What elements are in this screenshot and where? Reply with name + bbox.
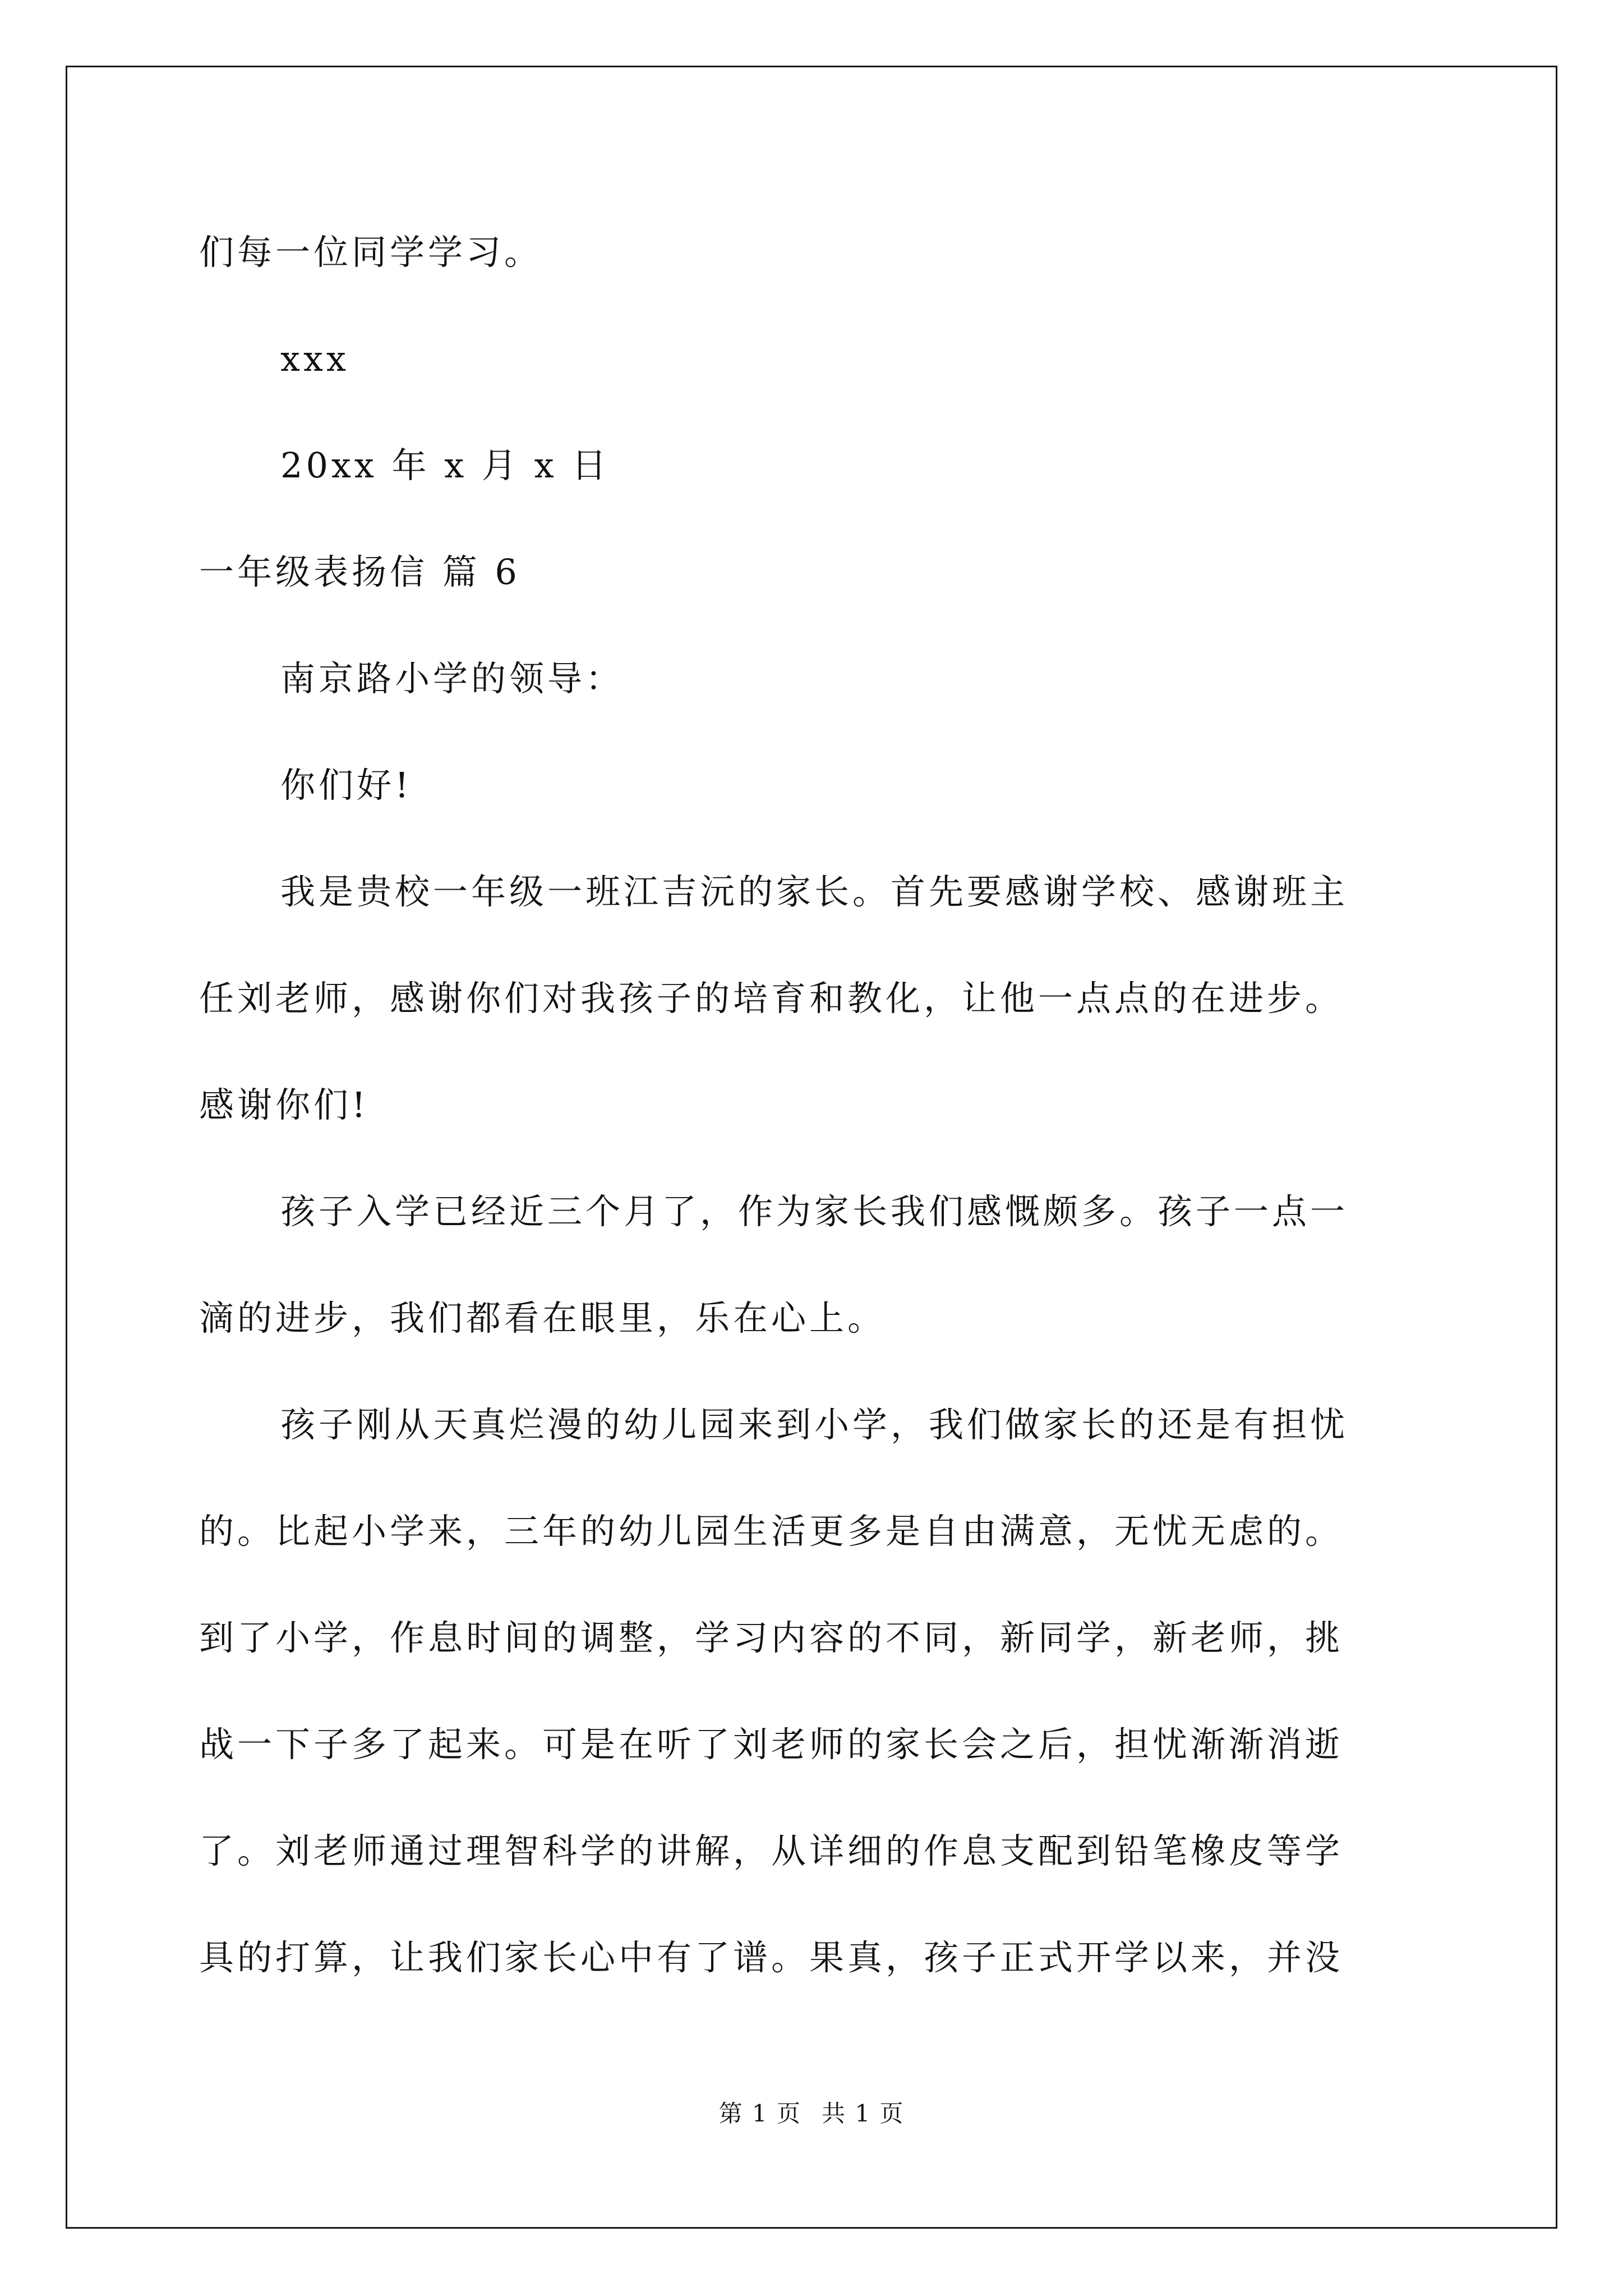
text-line: 到了小学，作息时间的调整，学习内容的不同，新同学，新老师，挑 bbox=[199, 1617, 1344, 1658]
text-line: 滴的进步，我们都看在眼里，乐在心上。 bbox=[199, 1297, 886, 1338]
text-line: 孩子刚从天真烂漫的幼儿园来到小学，我们做家长的还是有担忧 bbox=[280, 1404, 1349, 1445]
page-footer bbox=[0, 2098, 1623, 2129]
page-number: 第 1 页 bbox=[718, 2100, 801, 2127]
text-line: 任刘老师，感谢你们对我孩子的培育和教化，让他一点点的在进步。 bbox=[199, 978, 1344, 1019]
text-line: 感谢你们! bbox=[199, 1084, 369, 1125]
text-line: 们每一位同学学习。 bbox=[199, 232, 543, 273]
page-border bbox=[66, 66, 1557, 2229]
text-line: 的。比起小学来，三年的幼儿园生活更多是自由满意，无忧无虑的。 bbox=[199, 1511, 1344, 1552]
text-line: 战一下子多了起来。可是在听了刘老师的家长会之后，担忧渐渐消逝 bbox=[199, 1724, 1344, 1765]
letter-salutation: 南京路小学的领导： bbox=[280, 658, 624, 699]
text-line: 了。刘老师通过理智科学的讲解，从详细的作息支配到铅笔橡皮等学 bbox=[199, 1830, 1344, 1871]
text-line: 具的打算，让我们家长心中有了谱。果真，孩子正式开学以来，并没 bbox=[199, 1937, 1344, 1978]
page-total: 共 1 页 bbox=[822, 2100, 905, 2127]
text-line: 孩子入学已经近三个月了，作为家长我们感慨颇多。孩子一点一 bbox=[280, 1191, 1349, 1232]
signature-date: 20xx 年 x 月 x 日 bbox=[280, 445, 610, 486]
signature-name: xxx bbox=[280, 338, 349, 379]
section-heading: 一年级表扬信 篇 6 bbox=[199, 551, 520, 592]
text-line: 我是贵校一年级一班江吉沅的家长。首先要感谢学校、感谢班主 bbox=[280, 871, 1349, 912]
letter-greeting: 你们好! bbox=[280, 765, 412, 806]
